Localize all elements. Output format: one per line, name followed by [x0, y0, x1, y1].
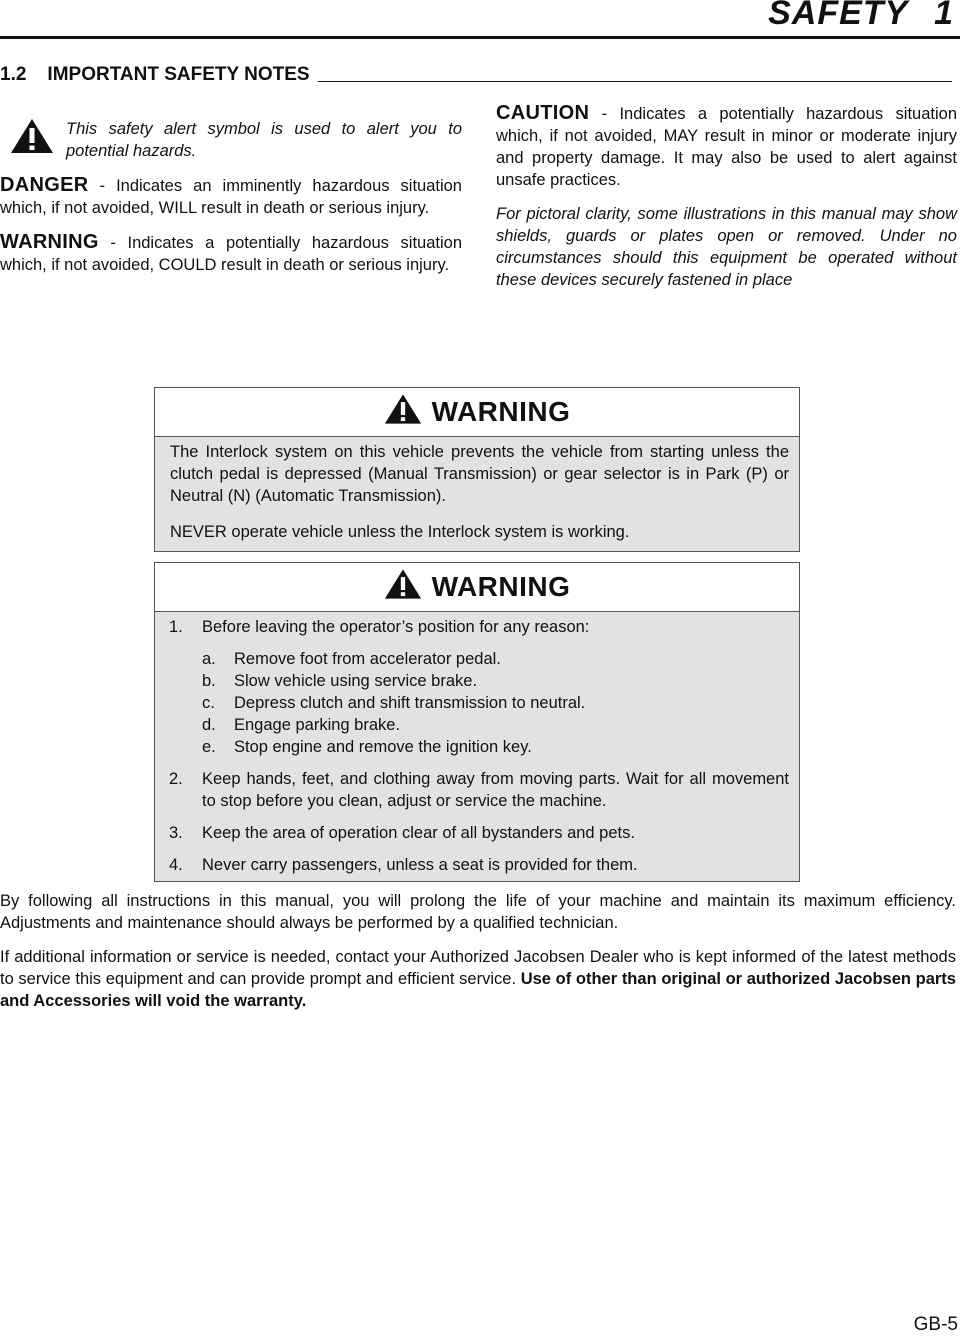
- list-item: [202, 648, 789, 670]
- clarity-note: For pictoral clarity, some illustrations in this manual may show shields, guards or plates open or removed. Under no circumstances should this equipment be operated without these devices securely fastened in place: [496, 205, 957, 289]
- operation-warning-box: [154, 562, 800, 882]
- prolong-life-paragraph: By following all instructions in this manual, you will prolong the life of your machine and maintain its maximum efficiency. Adjustments and maintenance should always be performed by a qualified technician.: [0, 892, 956, 932]
- safety-alert-triangle-icon: [384, 393, 422, 430]
- header-rule: [0, 36, 960, 39]
- list-marker: b.: [202, 672, 216, 690]
- list-item-text: Stop engine and remove the ignition key.: [234, 738, 532, 756]
- warning-term: WARNING: [0, 231, 99, 253]
- list-item: [202, 736, 789, 758]
- section-heading-rule: [318, 81, 952, 82]
- list-item: [169, 616, 789, 758]
- list-item: [169, 822, 789, 844]
- list-marker: 1.: [169, 618, 183, 636]
- section-heading: [0, 64, 952, 86]
- caution-definition: [496, 102, 957, 191]
- safety-alert-triangle-icon: [10, 118, 54, 160]
- interlock-never-paragraph: NEVER operate vehicle unless the Interlock system is working.: [170, 523, 630, 541]
- warning-box-body: [155, 612, 799, 886]
- warranty-notice: Use of other than original or authorized Jacobsen parts and Accessories will void the warranty.: [0, 970, 956, 1010]
- section-number: 1.2: [0, 64, 27, 85]
- warning-box-title: WARNING: [431, 396, 571, 427]
- list-item-text: Slow vehicle using service brake.: [234, 672, 478, 690]
- list-marker: e.: [202, 738, 216, 756]
- right-column: [496, 102, 957, 291]
- section-title: IMPORTANT SAFETY NOTES: [47, 64, 310, 85]
- warning-box-header: [155, 563, 799, 612]
- list-item-text: Depress clutch and shift transmission to neutral.: [234, 694, 586, 712]
- list-item: [202, 714, 789, 736]
- list-marker: 3.: [169, 824, 183, 842]
- alert-intro: [0, 118, 462, 162]
- safety-steps-list: [169, 616, 789, 876]
- safety-alert-triangle-icon: [384, 568, 422, 605]
- list-marker: 4.: [169, 856, 183, 874]
- danger-text: - Indicates an imminently hazardous situation which, if not avoided, WILL result in death or serious injury.: [0, 177, 462, 217]
- warning-text: - Indicates a potentially hazardous situation which, if not avoided, COULD result in death or serious injury.: [0, 234, 462, 274]
- list-item: [169, 768, 789, 812]
- danger-term: DANGER: [0, 174, 89, 196]
- list-item-text: Remove foot from accelerator pedal.: [234, 650, 501, 668]
- interlock-paragraph: The Interlock system on this vehicle prevents the vehicle from starting unless the clutch pedal is depressed (Manual Transmission) or gear selector is in Park (P) or Neutral (N) (Automatic Transmission).: [170, 443, 789, 505]
- closing-text: [0, 890, 956, 1024]
- list-marker: d.: [202, 716, 216, 734]
- left-column: [0, 118, 462, 288]
- list-item-text: Before leaving the operator’s position for any reason:: [202, 618, 590, 636]
- dealer-paragraph: [0, 946, 956, 1012]
- list-marker: a.: [202, 650, 216, 668]
- list-item-text: Never carry passengers, unless a seat is provided for them.: [202, 856, 638, 874]
- list-item: [202, 670, 789, 692]
- warning-definition: [0, 231, 462, 276]
- list-item: [169, 854, 789, 876]
- danger-definition: [0, 174, 462, 219]
- warning-box-body: [155, 437, 799, 553]
- sub-steps-list: [202, 648, 789, 758]
- warning-box-title: WARNING: [431, 571, 571, 602]
- interlock-warning-box: [154, 387, 800, 552]
- caution-term: CAUTION: [496, 102, 590, 124]
- warning-box-header: [155, 388, 799, 437]
- alert-intro-text: This safety alert symbol is used to alert you to potential hazards.: [66, 120, 462, 160]
- list-item: [202, 692, 789, 714]
- caution-text: - Indicates a potentially hazardous situation which, if not avoided, MAY result in minor or moderate injury and property damage. It may also be used to alert against unsafe practices.: [496, 105, 957, 189]
- list-marker: c.: [202, 694, 215, 712]
- list-item-text: Engage parking brake.: [234, 716, 401, 734]
- list-marker: 2.: [169, 770, 183, 788]
- page-header-title: SAFETY 1: [768, 0, 954, 32]
- dealer-text: If additional information or service is needed, contact your Authorized Jacobsen Dealer who is kept informed of the latest methods to service this equipment and can provide prompt and efficient service.: [0, 948, 956, 988]
- page-number: GB-5: [913, 1314, 958, 1335]
- list-item-text: Keep the area of operation clear of all bystanders and pets.: [202, 824, 635, 842]
- list-item-text: Keep hands, feet, and clothing away from moving parts. Wait for all movement to stop before you clean, adjust or service the machine.: [202, 770, 789, 810]
